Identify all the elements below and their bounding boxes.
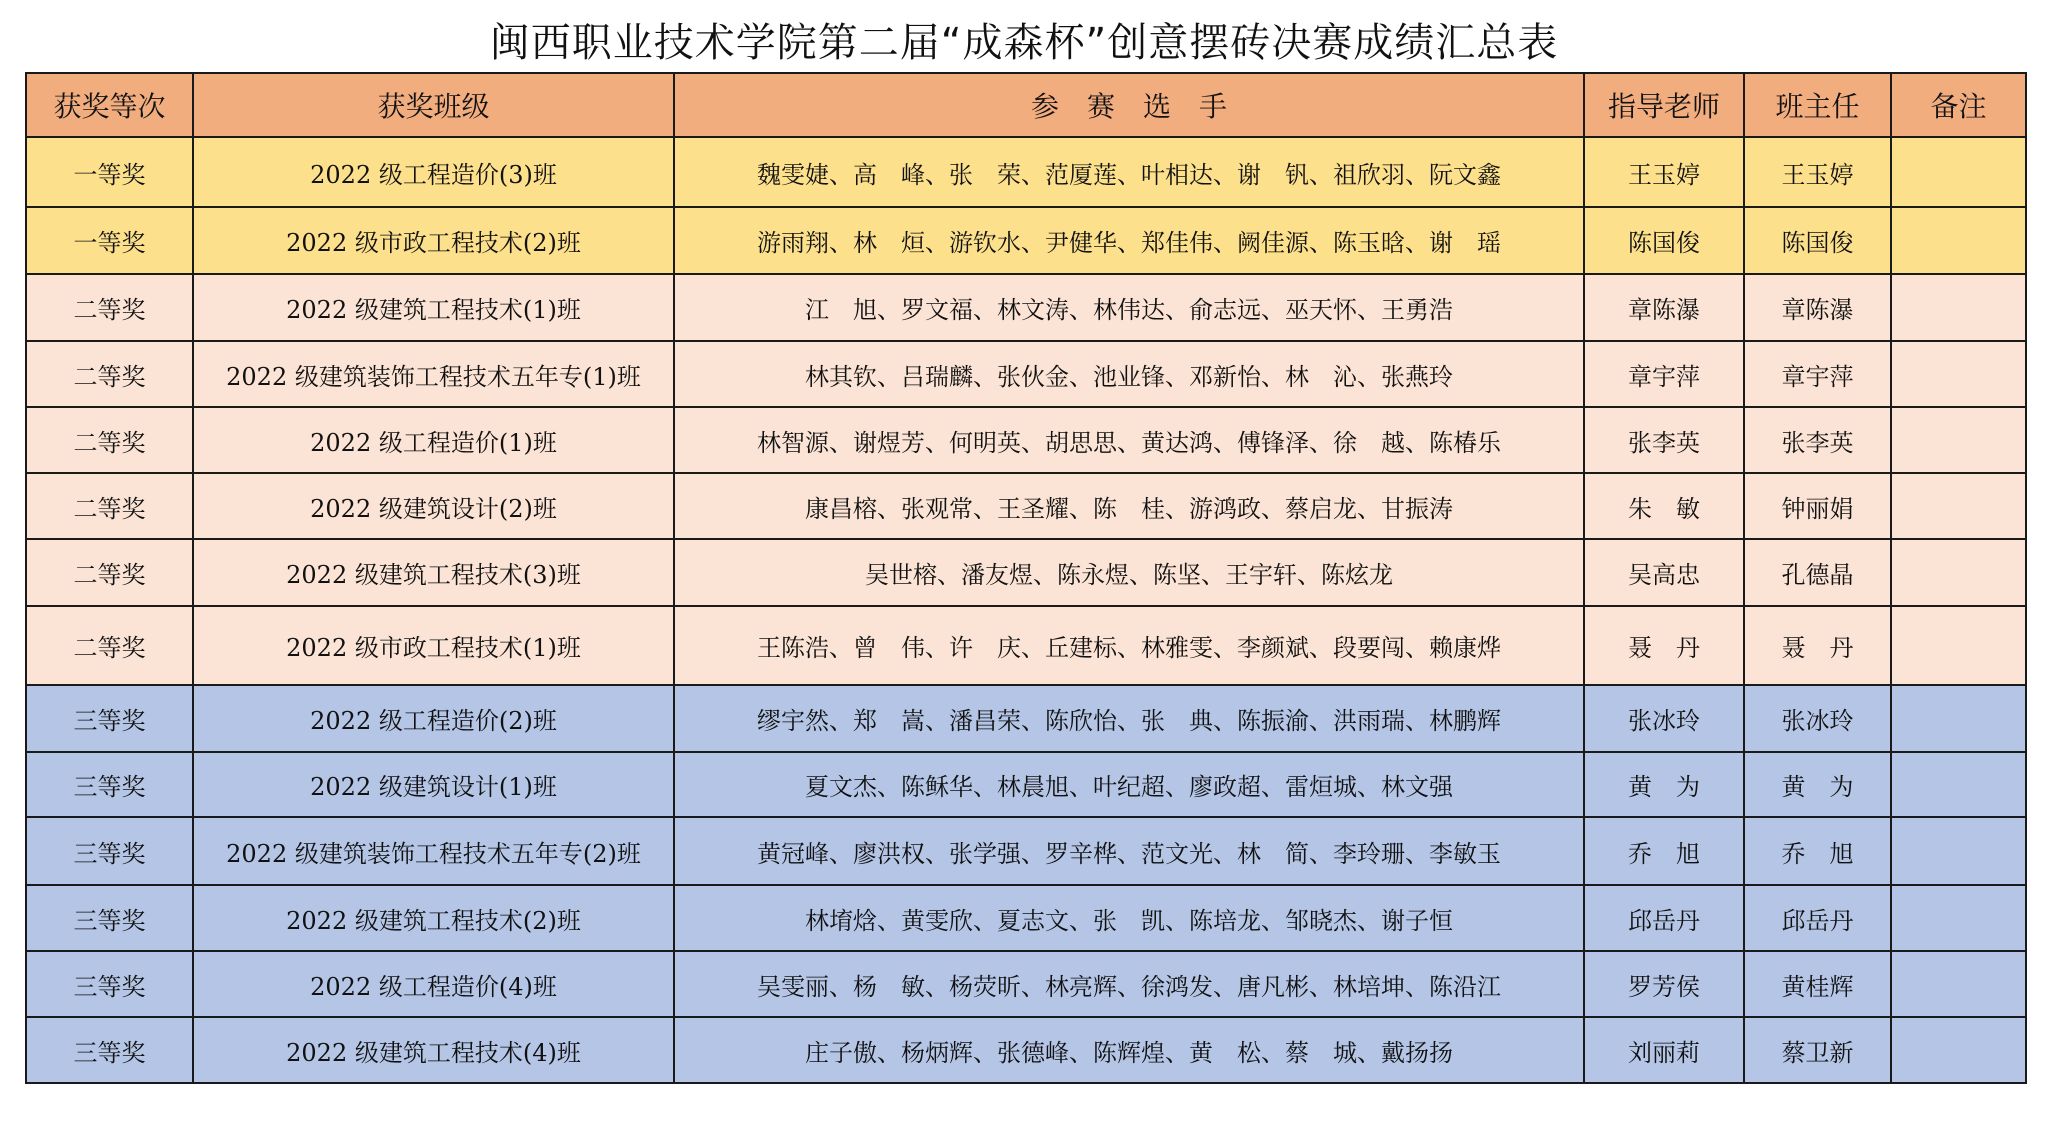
class-cell: 2022 级工程造价(4)班 [193,951,674,1017]
head-teacher-cell: 蔡卫新 [1744,1017,1891,1083]
award-cell: 二等奖 [26,274,193,341]
column-header-players: 参 赛 选 手 [674,73,1584,137]
head-teacher-cell: 邱岳丹 [1744,885,1891,951]
table-row [26,752,2026,817]
table-row [26,685,2026,752]
table-row [26,951,2026,1017]
head-teacher-cell: 陈国俊 [1744,207,1891,274]
players-cell: 魏雯婕、高 峰、张 荣、范厦莲、叶相达、谢 钒、祖欣羽、阮文鑫 [674,137,1584,207]
award-cell: 二等奖 [26,407,193,473]
table-row [26,137,2026,207]
class-cell: 2022 级建筑工程技术(4)班 [193,1017,674,1083]
head-teacher-cell: 黄桂辉 [1744,951,1891,1017]
teacher-cell: 张李英 [1584,407,1744,473]
results-table [25,72,2027,1084]
remark-cell [1891,752,2026,817]
players-cell: 黄冠峰、廖洪权、张学强、罗辛桦、范文光、林 简、李玲珊、李敏玉 [674,817,1584,885]
class-cell: 2022 级市政工程技术(1)班 [193,606,674,685]
column-header-teacher: 指导老师 [1584,73,1744,137]
teacher-cell: 朱 敏 [1584,473,1744,539]
class-cell: 2022 级工程造价(3)班 [193,137,674,207]
table-row [26,341,2026,407]
teacher-cell: 刘丽莉 [1584,1017,1744,1083]
players-cell: 缪宇然、郑 嵩、潘昌荣、陈欣怡、张 典、陈振渝、洪雨瑞、林鹏辉 [674,685,1584,752]
award-cell: 二等奖 [26,473,193,539]
teacher-cell: 聂 丹 [1584,606,1744,685]
award-cell: 三等奖 [26,1017,193,1083]
head-teacher-cell: 乔 旭 [1744,817,1891,885]
remark-cell [1891,137,2026,207]
players-cell: 吴雯丽、杨 敏、杨荧昕、林亮辉、徐鸿发、唐凡彬、林培坤、陈沿江 [674,951,1584,1017]
table-row [26,885,2026,951]
award-cell: 三等奖 [26,817,193,885]
remark-cell [1891,207,2026,274]
table-row [26,207,2026,274]
class-cell: 2022 级建筑装饰工程技术五年专(2)班 [193,817,674,885]
head-teacher-cell: 章宇萍 [1744,341,1891,407]
page-title: 闽西职业技术学院第二届“成森杯”创意摆砖决赛成绩汇总表 [489,20,1559,66]
table-row [26,539,2026,606]
class-cell: 2022 级建筑设计(1)班 [193,752,674,817]
teacher-cell: 章宇萍 [1584,341,1744,407]
award-cell: 一等奖 [26,137,193,207]
class-cell: 2022 级建筑设计(2)班 [193,473,674,539]
class-cell: 2022 级工程造价(2)班 [193,685,674,752]
class-cell: 2022 级建筑工程技术(2)班 [193,885,674,951]
column-header-class: 获奖班级 [193,73,674,137]
remark-cell [1891,473,2026,539]
remark-cell [1891,951,2026,1017]
players-cell: 王陈浩、曾 伟、许 庆、丘建标、林雅雯、李颜斌、段要闯、赖康烨 [674,606,1584,685]
award-cell: 二等奖 [26,341,193,407]
remark-cell [1891,606,2026,685]
remark-cell [1891,539,2026,606]
teacher-cell: 张冰玲 [1584,685,1744,752]
class-cell: 2022 级工程造价(1)班 [193,407,674,473]
teacher-cell: 乔 旭 [1584,817,1744,885]
table-row [26,473,2026,539]
award-cell: 一等奖 [26,207,193,274]
table-row [26,606,2026,685]
teacher-cell: 章陈瀑 [1584,274,1744,341]
head-teacher-cell: 孔德晶 [1744,539,1891,606]
remark-cell [1891,341,2026,407]
award-cell: 二等奖 [26,606,193,685]
players-cell: 江 旭、罗文福、林文涛、林伟达、俞志远、巫天怀、王勇浩 [674,274,1584,341]
table-header-row [26,73,2026,137]
class-cell: 2022 级建筑装饰工程技术五年专(1)班 [193,341,674,407]
remark-cell [1891,685,2026,752]
head-teacher-cell: 王玉婷 [1744,137,1891,207]
column-header-award: 获奖等次 [26,73,193,137]
award-cell: 三等奖 [26,885,193,951]
remark-cell [1891,817,2026,885]
players-cell: 林智源、谢煜芳、何明英、胡思思、黄达鸿、傅锋泽、徐 越、陈椿乐 [674,407,1584,473]
remark-cell [1891,407,2026,473]
award-cell: 三等奖 [26,752,193,817]
head-teacher-cell: 张冰玲 [1744,685,1891,752]
award-cell: 三等奖 [26,685,193,752]
teacher-cell: 吴高忠 [1584,539,1744,606]
column-header-remark: 备注 [1891,73,2026,137]
head-teacher-cell: 张李英 [1744,407,1891,473]
table-row [26,817,2026,885]
remark-cell [1891,885,2026,951]
class-cell: 2022 级市政工程技术(2)班 [193,207,674,274]
teacher-cell: 邱岳丹 [1584,885,1744,951]
remark-cell [1891,274,2026,341]
players-cell: 夏文杰、陈稣华、林晨旭、叶纪超、廖政超、雷烜城、林文强 [674,752,1584,817]
players-cell: 康昌榕、张观常、王圣耀、陈 桂、游鸿政、蔡启龙、甘振涛 [674,473,1584,539]
teacher-cell: 陈国俊 [1584,207,1744,274]
players-cell: 林堉焓、黄雯欣、夏志文、张 凯、陈培龙、邹晓杰、谢子恒 [674,885,1584,951]
table-row [26,274,2026,341]
head-teacher-cell: 黄 为 [1744,752,1891,817]
players-cell: 林其钦、吕瑞麟、张伙金、池业锋、邓新怡、林 沁、张燕玲 [674,341,1584,407]
table-row [26,1017,2026,1083]
teacher-cell: 王玉婷 [1584,137,1744,207]
class-cell: 2022 级建筑工程技术(1)班 [193,274,674,341]
award-cell: 三等奖 [26,951,193,1017]
players-cell: 庄子傲、杨炳辉、张德峰、陈辉煌、黄 松、蔡 城、戴扬扬 [674,1017,1584,1083]
column-header-head-teacher: 班主任 [1744,73,1891,137]
teacher-cell: 罗芳侯 [1584,951,1744,1017]
class-cell: 2022 级建筑工程技术(3)班 [193,539,674,606]
teacher-cell: 黄 为 [1584,752,1744,817]
table-row [26,407,2026,473]
players-cell: 游雨翔、林 烜、游钦水、尹健华、郑佳伟、阙佳源、陈玉晗、谢 瑶 [674,207,1584,274]
award-cell: 二等奖 [26,539,193,606]
players-cell: 吴世榕、潘友煜、陈永煜、陈坚、王宇轩、陈炫龙 [674,539,1584,606]
head-teacher-cell: 聂 丹 [1744,606,1891,685]
head-teacher-cell: 章陈瀑 [1744,274,1891,341]
head-teacher-cell: 钟丽娟 [1744,473,1891,539]
remark-cell [1891,1017,2026,1083]
